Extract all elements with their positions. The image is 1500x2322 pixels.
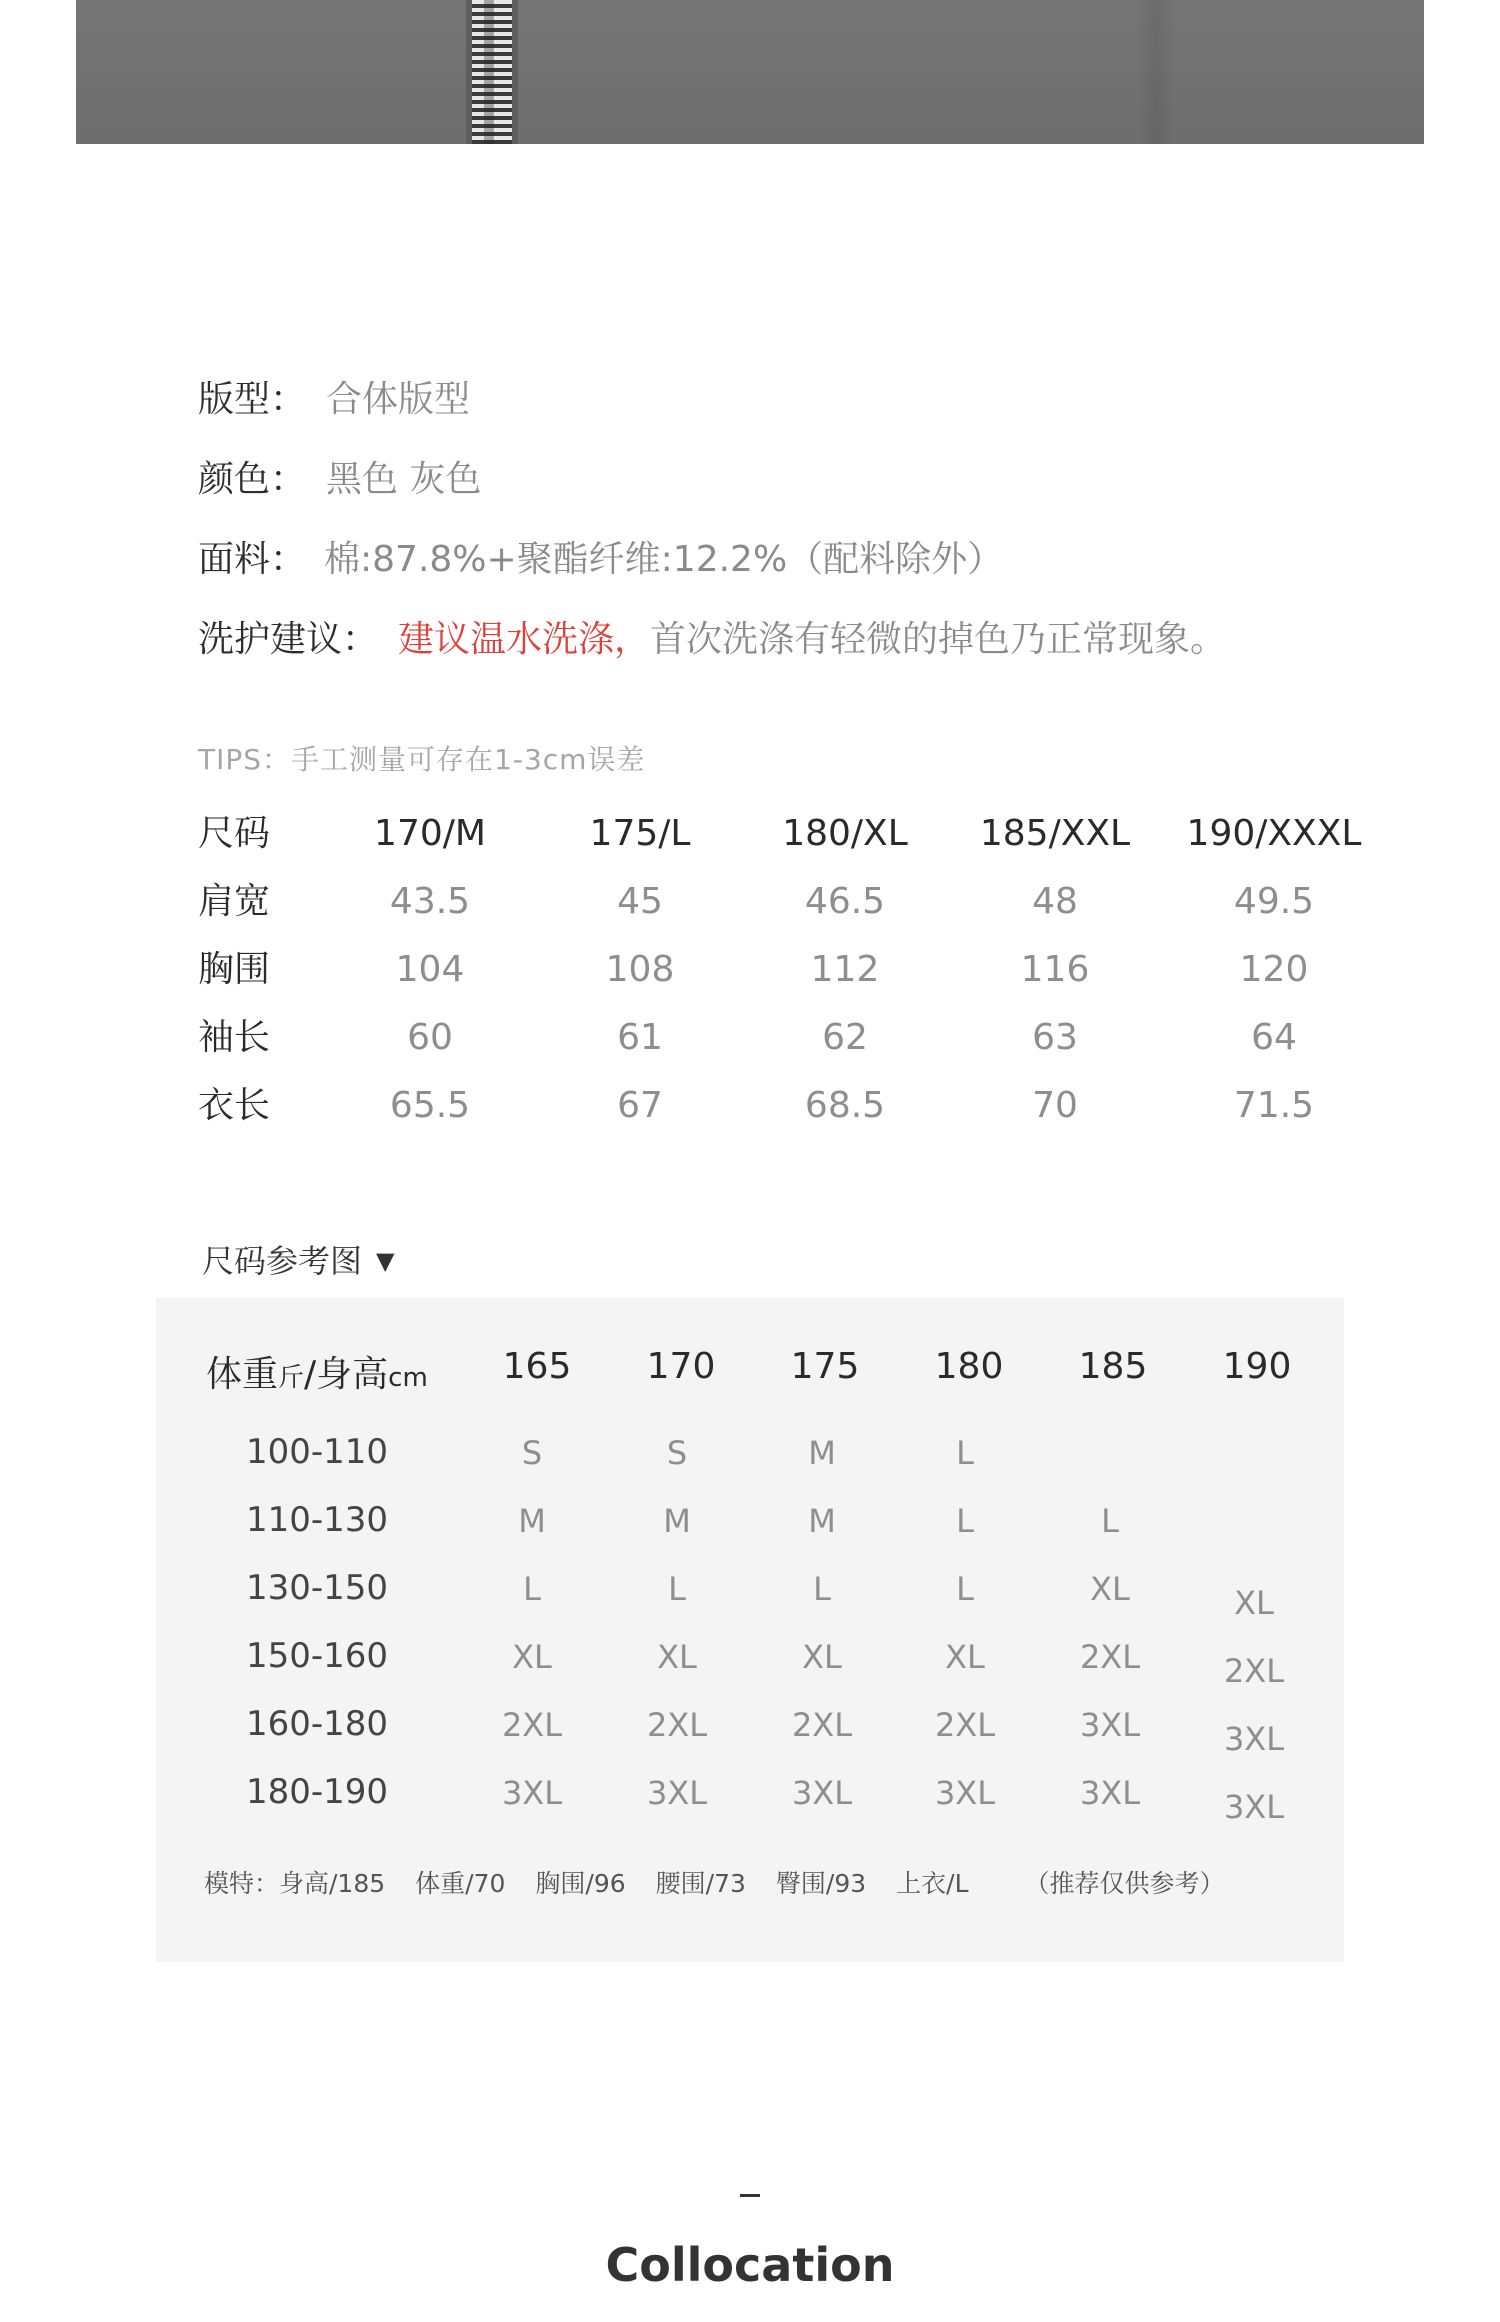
size-cell: L	[813, 1570, 831, 1608]
size-cell: 3XL	[501, 1774, 563, 1812]
header-cell: 185/XXL	[979, 813, 1131, 854]
size-reference-title: 尺码参考图 ▼	[202, 1242, 395, 1280]
header-cell: 190/XXXL	[1186, 813, 1362, 854]
weight-range: 150-160	[246, 1636, 389, 1676]
size-cell: M	[808, 1502, 836, 1540]
table-row: 衣长 65.5 67 68.5 70 71.5	[198, 1085, 1315, 1126]
size-cell: XL	[1090, 1570, 1130, 1608]
size-cell: M	[663, 1502, 691, 1540]
size-cell: L	[956, 1434, 974, 1472]
header-cell: 180/XL	[782, 813, 908, 854]
measurement-header-row	[198, 808, 1378, 876]
size-cell: XL	[1234, 1584, 1274, 1622]
size-cell: L	[956, 1502, 974, 1540]
size-cell: XL	[657, 1638, 697, 1676]
header-cell: 175/L	[589, 813, 691, 854]
height-header: 165	[502, 1346, 572, 1387]
weight-range: 180-190	[246, 1772, 389, 1812]
size-reference-panel	[156, 1298, 1344, 1962]
spec-fabric: 面料： 棉:87.8%+聚酯纤维:12.2%（配料除外）	[198, 539, 1004, 580]
header-cell: 170/M	[374, 813, 486, 854]
weight-range: 110-130	[246, 1500, 389, 1540]
size-cell: 3XL	[1223, 1720, 1285, 1758]
size-cell: 3XL	[1079, 1706, 1141, 1744]
tips-note: TIPS：手工测量可存在1-3cm误差	[198, 743, 646, 776]
size-cell: 2XL	[1223, 1652, 1285, 1690]
spec-color: 颜色： 黑色 灰色	[198, 459, 482, 500]
height-header: 180	[934, 1346, 1004, 1387]
size-cell: 3XL	[1079, 1774, 1141, 1812]
product-photo	[76, 0, 1424, 144]
size-cell: 3XL	[1223, 1788, 1285, 1826]
weight-range: 100-110	[246, 1432, 389, 1472]
triangle-down-icon: ▼	[376, 1247, 395, 1275]
size-cell: XL	[945, 1638, 985, 1676]
spec-care: 洗护建议： 建议温水洗涤，首次洗涤有轻微的掉色乃正常现象。	[198, 619, 1227, 660]
size-cell: M	[808, 1434, 836, 1472]
size-cell: L	[956, 1570, 974, 1608]
height-header: 170	[646, 1346, 716, 1387]
zipper-detail	[466, 0, 518, 144]
table-row: 胸围 104 108 112 116 120	[198, 949, 1309, 990]
size-cell: 3XL	[934, 1774, 996, 1812]
size-cell: S	[666, 1434, 688, 1472]
header-cell: 尺码	[198, 813, 271, 854]
model-info: 模特：身高/185 体重/70 胸围/96 腰围/73 臀围/93 上衣/L （推荐仅供参考）	[204, 1869, 1225, 1898]
weight-range: 160-180	[246, 1704, 389, 1744]
size-cell: L	[668, 1570, 686, 1608]
measurement-table	[198, 808, 1378, 1148]
size-cell: 2XL	[934, 1706, 996, 1744]
table-row: 袖长 60 61 62 63 64	[198, 1017, 1297, 1058]
size-cell: L	[523, 1570, 541, 1608]
size-cell: XL	[512, 1638, 552, 1676]
table-row: 肩宽 43.5 45 46.5 48 49.5	[198, 881, 1315, 922]
section-divider	[740, 2194, 760, 2197]
size-cell: M	[518, 1502, 546, 1540]
size-cell: 2XL	[1079, 1638, 1141, 1676]
height-header: 175	[790, 1346, 860, 1387]
weight-range: 130-150	[246, 1568, 389, 1608]
height-header: 190	[1222, 1346, 1292, 1387]
size-cell: 2XL	[501, 1706, 563, 1744]
size-cell: 2XL	[791, 1706, 853, 1744]
size-cell: 3XL	[791, 1774, 853, 1812]
height-header: 185	[1078, 1346, 1148, 1387]
reference-header-label: 体重斤/身高cm	[206, 1354, 428, 1395]
collocation-heading: Collocation	[605, 2238, 895, 2292]
size-cell: XL	[802, 1638, 842, 1676]
size-cell: 3XL	[646, 1774, 708, 1812]
size-cell: 2XL	[646, 1706, 708, 1744]
size-cell: L	[1101, 1502, 1119, 1540]
size-cell: S	[521, 1434, 543, 1472]
spec-fit: 版型： 合体版型	[198, 379, 471, 420]
